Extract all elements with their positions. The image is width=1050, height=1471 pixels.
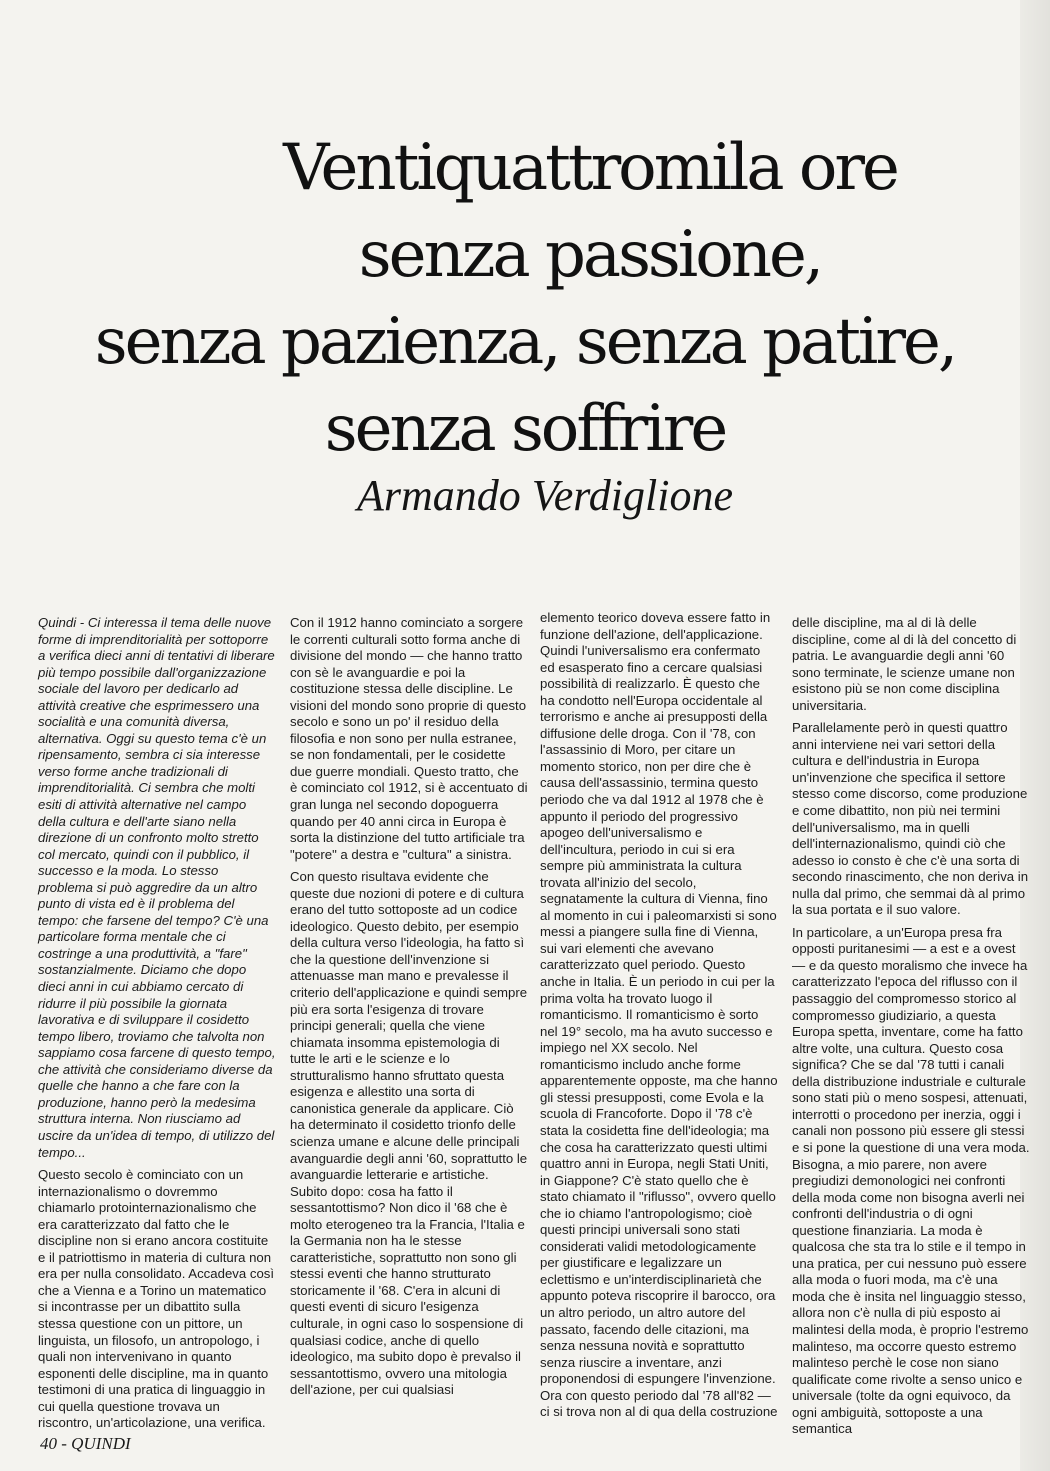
paragraph: Con questo risultava evidente che queste due nozioni di potere e di cultura erano del tutto sottoposte ad un codice ideologico. Questo debito, per esempio della cultura verso l'ideologia, ha fatto sì che la questione dell'invenzione si attenuasse man mano e prevalesse il criterio dell'applicazione e quindi sempre più era sorta l'esigenza di trovare principi generali; quella che viene chiamata insomma epistemologia di tutte le arti e le scienze e lo strutturalismo hanno sfruttato questa esigenza e allestito una sorta di canonistica generale da applicare. Ciò ha determinato il cosidetto trionfo delle scienza umane e alcune delle principali avanguardie degli anni '60, soprattutto le avanguardie letterarie e artistiche. Subito dopo: cosa ha fatto il sessantottismo? Non dico il '68 che è molto eterogeneo tra la Francia, l'Italia e la Germania non ha le stesse caratteristiche, soprattutto non sono gli stessi eventi che hanno strutturato storicamente il '68. C'era in alcuni di questi eventi di sicuro l'esigenza culturale, in ogni caso lo sospensione di qualsiasi codice, anche di quello ideologico, ma subito dopo è prevalso il sessantottismo, ovvero una mitologia dell'azione, per cui qualsiasi xyxy=(290,869,528,1398)
headline-line-2: senza passione, xyxy=(358,218,822,292)
headline-line-4: senza soffrire xyxy=(324,392,726,466)
page-footer: 40 - QUINDI xyxy=(40,1434,131,1453)
paragraph: Parallelamente però in questi quattro anni interviene nei vari settori della cultura e dell'industria in Europa un'invenzione che specifica il settore stesso come discorso, come produzione e come dibattito, non più nei termini dell'universalismo, ma in quelli dell'internazionalismo, quindi ciò che adesso io consto è che c'è una sorta di secondo rinascimento, che non deriva in nulla dal primo, che semmai dà al primo la sua portata e il suo valore. xyxy=(792,720,1029,918)
text-column-3 xyxy=(540,610,778,1427)
text-column-2 xyxy=(290,615,528,1405)
paragraph: elemento teorico doveva essere fatto in funzione dell'azione, dell'applicazione. Quindi l'universalismo era confermato ed esasperato fino a cercare qualsiasi possibilità di realizzarlo. È questo che ha condotto nell'Europa occidentale al terrorismo e anche ai presupposti della diffusione delle droga. Con il '78, con l'assassinio di Moro, per citare un momento storico, non per dire che è causa dell'assassinio, termina questo periodo che va dal 1912 al 1978 che è appunto il periodo del progressivo apogeo dell'universalismo e dell'incultura, periodo in cui si era sempre più amministrata la cultura trovata all'inizio del secolo, segnatamente la cultura di Vienna, fino al momento in cui i paleomarxisti si sono messi a piangere sulla fine di Vienna, sui vari elementi che avevano caratterizzato quel periodo. Questo anche in Italia. È un periodo in cui per la prima volta ha trovato luogo il romanticismo. Il romanticismo è sorto nel 19° secolo, ma ha avuto successo e impiego nel XX secolo. Nel romanticismo includo anche forme apparentemente opposte, ma che hanno gli stessi presupposti, come Evola e la scuola di Francoforte. Dopo il '78 c'è stata la cosidetta fine dell'ideologia; ma che cosa ha caratterizzato questi ultimi quattro anni in Europa, negli Stati Uniti, in Giappone? C'è stato quello che è stato chiamato il "riflusso", ovvero quello che io chiamo l'antropologismo; cioè questi principi universali sono stati considerati validi metodologicamente per giustificare e legalizzare un eclettismo e un'interdisciplinarietà che appunto poteva riscoprire il barocco, ora un altro periodo, un altro autore del passato, facendo delle citazioni, ma senza nessuna novità e soprattutto senza riuscire a inventare, anzi proponendosi di espungere l'invenzione. Ora con questo periodo dal '78 all'82 — ci si trova non al di qua della costruzione xyxy=(540,610,778,1420)
headline-line-1: Ventiquattromila ore xyxy=(283,131,897,205)
paragraph: In particolare, a un'Europa presa fra opposti puritanesimi — a est e a ovest — e da questo moralismo che invece ha caratterizzato l'epoca del riflusso con il passaggio del compromesso storico al compromesso giudiziario, a questa Europa spetta, inventare, come ha fatto altre volte, una cultura. Questo cosa significa? Che se dal '78 tutti i canali della distribuzione industriale e culturale sono stati più o meno sospesi, attenuati, interrotti o procedono per inerzia, oggi i canali non possono più essere gli stessi e si pone la questione di una vera moda. Bisogna, a mio parere, non avere pregiudizi demonologici nei confronti della moda come non bisogna averli nei confronti dell'industria o di ogni questione finanziaria. La moda è qualcosa che sta tra lo stile e il tempo in una pratica, per cui nessuno può essere alla moda o fuori moda, ma c'è una moda che è insita nel linguaggio stesso, allora non c'è nulla di più esposto ai malintesi della moda, è proprio l'estremo malinteso, ma occorre questo estremo malinteso perchè le cose non siano qualificate come rivolte a senso unico e universale (tolte da ogni equivoco, da ogni ambiguità, sottoposte a una semantica xyxy=(792,924,1030,1437)
interview-question: Quindi - Ci interessa il tema delle nuove forme di imprenditorialità per sottoporre a verifica dieci anni di tentativi di liberare più tempo possibile dall'organizzazione sociale del lavoro per dedicarlo ad attività creative che esprimessero una socialità e una comunità diversa, alternativa. Oggi su questo tema c'è un ripensamento, sembra ci sia interesse verso forme anche tradizionali di imprenditorialità. Ci sembra che molti esiti di attività alternative nel campo della cultura e dell'arte siano nella direzione di un confronto molto stretto col mercato, quindi con il pubblico, il successo e la moda. Lo stesso problema si può aggredire da un altro punto di vista ed è il problema del tempo: che farsene del tempo? C'è una particolare forma mentale che ci costringe a una produttività, a "fare" sostanzialmente. Diciamo che dopo dieci anni in cui abbiamo cercato di ridurre il più possibile la giornata lavorativa e di sviluppare il cosidetto tempo libero, troviamo che talvolta non sappiamo cosa farcene di questo tempo, che attività che consideriamo diverse da quelle che hanno a che fare con la produzione, hanno però la medesima struttura interna. Non riusciamo ad uscire da un'idea di tempo, di utilizzo del tempo... xyxy=(38,615,276,1160)
paragraph: delle discipline, ma al di là delle discipline, come al di là del concetto di patria. Le avanguardie degli anni '60 sono terminate, le scienze umane non esistono più se non come disciplina universitaria. xyxy=(792,615,1017,713)
paragraph: Con il 1912 hanno cominciato a sorgere le correnti culturali sotto forma anche di divisione del mondo — che hanno tratto con sè le avanguardie e poi la costituzione stessa delle discipline. Le visioni del mondo sono proprie di questo secolo e sono un po' il residuo della filosofia e non sono per nulla estranee, se non fondamentali, per le cosidette due guerre mondiali. Questo tratto, che è cominciato col 1912, si è accentuato di gran lunga nel secondo dopoguerra quando per 40 anni circa in Europa è sorta la distinzione del tutto artificiale tra "potere" a destra e "cultura" a sinistra. xyxy=(290,615,528,862)
article-author: Armando Verdiglione xyxy=(357,471,733,520)
paragraph: Questo secolo è cominciato con un internazionalismo o dovremmo chiamarlo protointernazionalismo che era caratterizzato dal fatto che le discipline non si erano ancora costituite e il patriottismo in materia di cultura non era per nulla consolidato. Accadeva così che a Vienna e a Torino un matematico si incontrasse per un dibattito sulla stessa questione con un pittore, un linguista, un filosofo, un antropologo, i quali non intervenivano in quanto esponenti delle discipline, ma in quanto testimoni di una pratica di linguaggio in cui quella questione trovava un riscontro, un'articolazione, una verifica. xyxy=(38,1167,275,1431)
article-headline xyxy=(0,125,1050,473)
text-column-1 xyxy=(38,615,276,1438)
text-column-4 xyxy=(792,615,1030,1444)
headline-line-3: senza pazienza, senza patire, xyxy=(94,305,956,379)
